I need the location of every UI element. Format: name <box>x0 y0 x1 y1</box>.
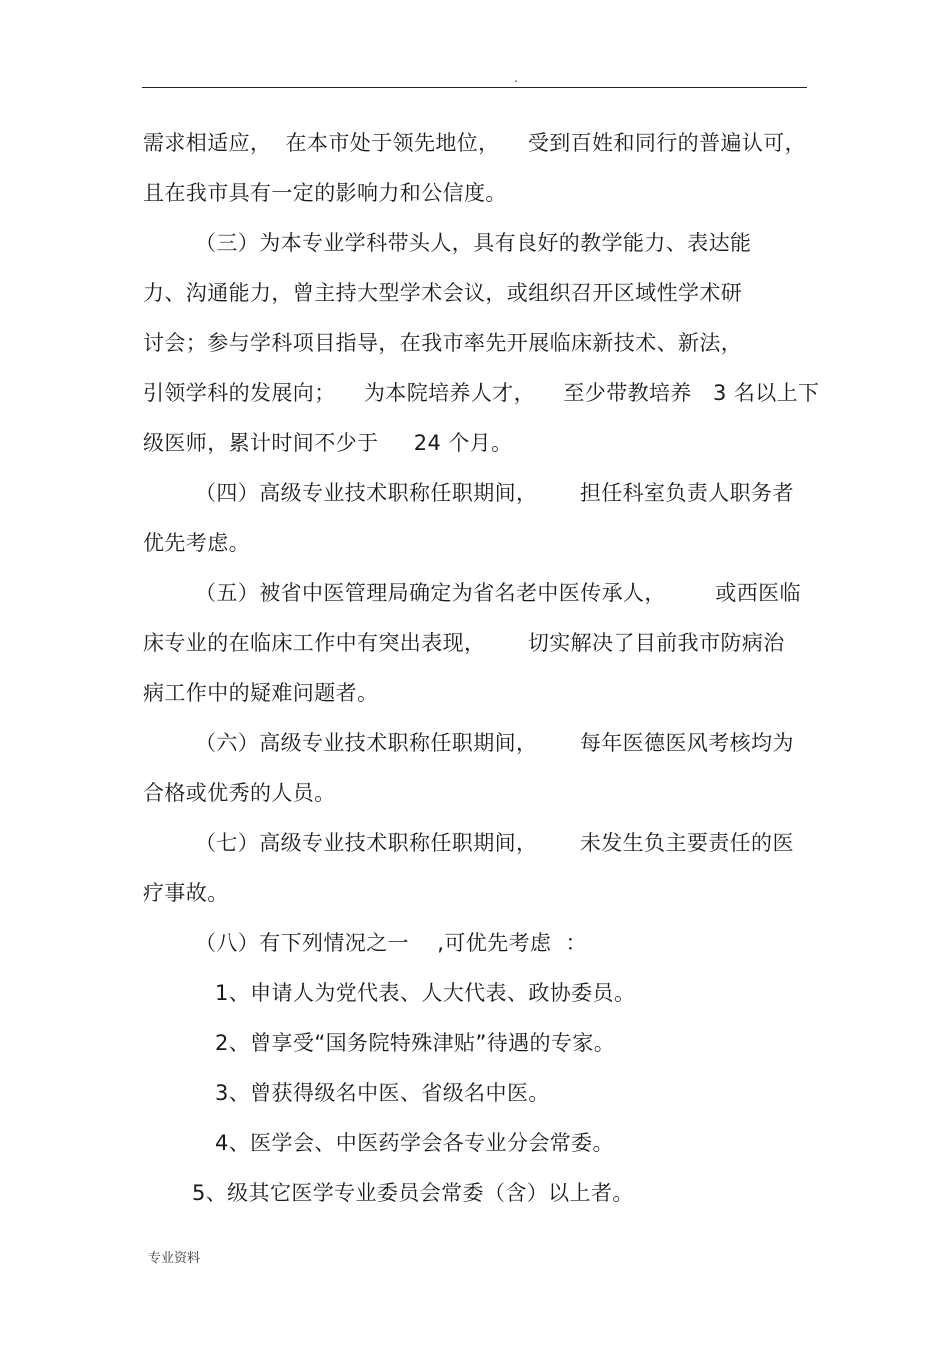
header-rule <box>142 87 807 88</box>
body-line-22: 5、级其它医学专业委员会常委（含）以上者。 <box>192 1181 634 1205</box>
body-line-3: （三）为本专业学科带头人，具有良好的教学能力、表达能 <box>195 231 752 255</box>
body-line-11: 床专业的在临床工作中有突出表现， 切实解决了目前我市防病治 <box>143 631 785 655</box>
body-line-13: （六）高级专业技术职称任职期间， 每年医德医风考核均为 <box>195 731 794 755</box>
body-line-21: 4、医学会、中医药学会各专业分会常委。 <box>215 1131 614 1155</box>
body-line-2: 且在我市具有一定的影响力和公信度。 <box>143 181 507 205</box>
body-line-17: （八）有下列情况之一 ,可优先考虑 ： <box>195 931 587 955</box>
body-line-10: （五）被省中医管理局确定为省名老中医传承人， 或西医临 <box>195 581 801 605</box>
body-line-14: 合格或优秀的人员。 <box>143 781 336 805</box>
footer-label: 专业资料 <box>148 1251 201 1266</box>
body-line-9: 优先考虑。 <box>143 531 250 555</box>
body-line-1: 需求相适应， 在本市处于领先地位， 受到百姓和同行的普遍认可， <box>143 131 807 155</box>
body-line-20: 3、曾获得级名中医、省级名中医。 <box>215 1081 550 1105</box>
body-line-12: 病工作中的疑难问题者。 <box>143 681 379 705</box>
body-line-18: 1、申请人为党代表、人大代表、政协委员。 <box>215 981 636 1005</box>
body-line-6: 引领学科的发展向； 为本院培养人才， 至少带教培养 3 名以上下 <box>143 381 820 405</box>
body-line-15: （七）高级专业技术职称任职期间， 未发生负主要责任的医 <box>195 831 794 855</box>
body-line-7: 级医师，累计时间不少于 24 个月。 <box>143 431 513 455</box>
body-line-16: 疗事故。 <box>143 881 229 905</box>
body-line-4: 力、沟通能力，曾主持大型学术会议，或组织召开区域性学术研 <box>143 281 743 305</box>
header-dot: . <box>514 71 518 85</box>
body-line-19: 2、曾享受“国务院特殊津贴”待遇的专家。 <box>215 1031 616 1055</box>
body-line-8: （四）高级专业技术职称任职期间， 担任科室负责人职务者 <box>195 481 794 505</box>
body-line-5: 讨会；参与学科项目指导，在我市率先开展临床新技术、新法， <box>143 331 743 355</box>
